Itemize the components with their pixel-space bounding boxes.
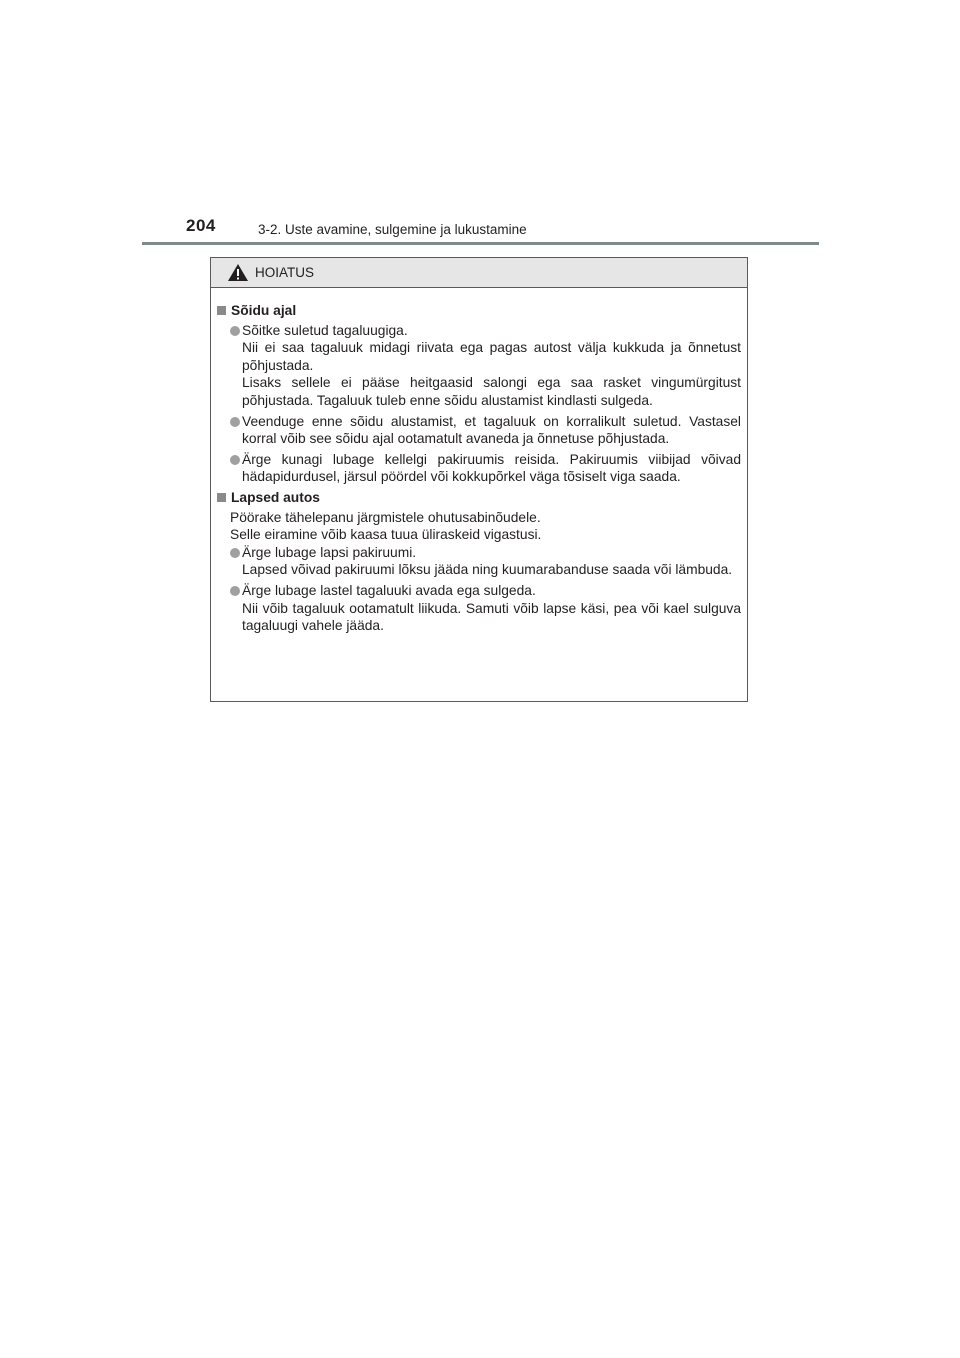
round-bullet-icon [230, 417, 240, 427]
bullet-list [217, 322, 741, 486]
list-item-text [242, 413, 741, 448]
section-title: 3-2. Uste avamine, sulgemine ja lukustamine [258, 222, 527, 237]
list-item [217, 413, 741, 448]
item-paragraph: Veenduge enne sõidu alustamist, et tagaluuk on korralikult suletud. Vastasel korral võib see sõidu ajal ootamatult avaneda ja õnnetuse põhjustada. [242, 413, 741, 447]
bullet-list [217, 544, 741, 635]
page-number: 204 [186, 216, 216, 235]
section-heading-text: Lapsed autos [231, 489, 320, 505]
section-intro [217, 509, 741, 544]
item-paragraph: Ärge lubage lastel tagaluuki avada ega sulgeda. [242, 582, 536, 598]
item-paragraph: Nii võib tagaluuk ootamatult liikuda. Samuti võib lapse käsi, pea või kael sulguva tagaluugi vahele jääda. [242, 600, 741, 634]
intro-paragraph: Selle eiramine võib kaasa tuua üliraskeid vigastusi. [230, 527, 542, 543]
round-bullet-icon [230, 586, 240, 596]
section-heading-text: Sõidu ajal [231, 303, 297, 318]
list-item [217, 451, 741, 486]
header-rule [142, 242, 819, 245]
list-item-text [242, 544, 741, 579]
round-bullet-icon [230, 548, 240, 558]
intro-paragraph: Pöörake tähelepanu järgmistele ohutusabinõudele. [230, 509, 541, 525]
list-item [217, 544, 741, 579]
list-item-text [242, 582, 741, 635]
list-item-text [242, 322, 741, 410]
round-bullet-icon [230, 455, 240, 465]
square-bullet-icon [217, 493, 226, 502]
square-bullet-icon [217, 306, 226, 315]
warning-section [217, 489, 741, 635]
item-paragraph: Sõitke suletud tagaluugiga. [242, 322, 408, 338]
list-item-text [242, 451, 741, 486]
item-paragraph: Ärge kunagi lubage kellelgi pakiruumis reisida. Pakiruumis viibijad võivad hädapidurdusel, järsul pöördel või kokkupõrkel väga tõsiselt viga saada. [242, 451, 741, 485]
round-bullet-icon [230, 326, 240, 336]
warning-triangle-icon [227, 263, 249, 282]
item-paragraph: Lisaks sellele ei pääse heitgaasid salongi ega saa rasket vingumürgitust põhjustada. Tagaluuk tuleb enne sõidu alustamist kindlasti sulgeda. [242, 375, 741, 408]
list-item [217, 582, 741, 635]
section-heading [217, 302, 741, 320]
warning-label: HOIATUS [255, 265, 315, 280]
warning-header [211, 258, 747, 288]
section-heading [217, 489, 741, 507]
page-header [142, 216, 819, 246]
item-paragraph: Nii ei saa tagaluuk midagi riivata ega pagas autost välja kukkuda ja õnnetust põhjustada. [242, 340, 741, 373]
item-paragraph: Ärge lubage lapsi pakiruumi. [242, 544, 417, 560]
list-item [217, 322, 741, 410]
warning-box [210, 257, 748, 702]
item-paragraph: Lapsed võivad pakiruumi lõksu jääda ning kuumarabanduse saada või lämbuda. [242, 562, 733, 578]
warning-body [211, 288, 747, 635]
warning-section [217, 302, 741, 486]
